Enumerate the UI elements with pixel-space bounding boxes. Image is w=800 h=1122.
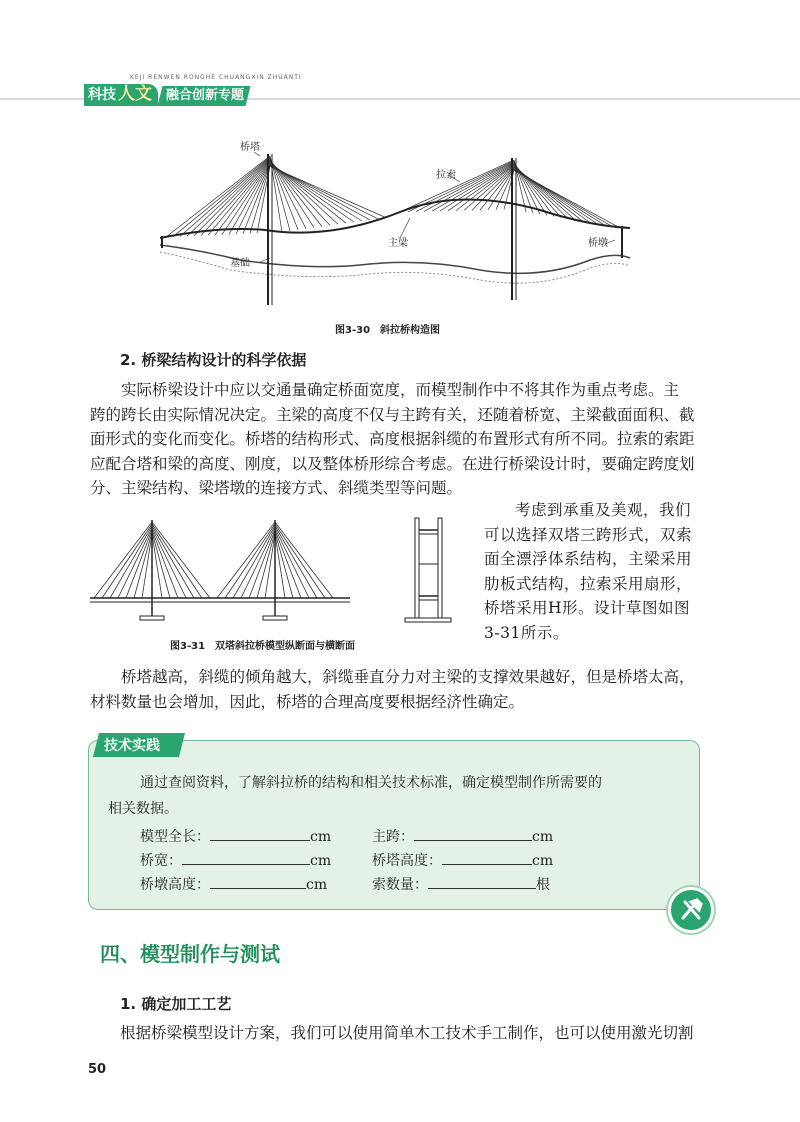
blank-line[interactable] — [414, 826, 532, 841]
para2-line: 材料数量也会增加，因此，桥塔的合理高度要根据经济性确定。 — [90, 692, 525, 711]
blank-line[interactable] — [442, 850, 532, 865]
header-title: 融合创新专题 — [166, 88, 245, 103]
para1-line: 跨的跨长由实际情况决定。主梁的高度不仅与主跨有关，还随着桥宽、主梁截面面积、截 — [90, 405, 695, 424]
cable-line — [110, 526, 152, 598]
fig1-label-tower: 桥塔 — [240, 142, 260, 153]
fig1-label-foundation: 基础 — [230, 258, 250, 269]
section2-para2 — [90, 665, 710, 714]
para1-line: 面形式的变化而变化。桥塔的结构形式、高度根据斜缆的布置形式有所不同。拉索的索距 — [90, 430, 695, 448]
side-line: 桥塔采用H形。设计草图如图 — [484, 599, 691, 617]
fig1-label-girder: 主梁 — [388, 238, 408, 249]
practice-intro-1: 通过查阅资料，了解斜拉桥的结构和相关技术标准，确定模型制作所需要的 — [140, 775, 602, 791]
header-label-renwen: 人文 — [118, 84, 152, 104]
fig1-label-pier: 桥墩 — [588, 238, 608, 249]
section4-heading: 四、模型制作与测试 — [100, 942, 280, 966]
blank-line[interactable] — [182, 850, 310, 865]
cable-line — [217, 522, 275, 598]
section4-subheading: 1. 确定加工工艺 — [120, 995, 232, 1013]
fig2-base-left — [140, 616, 164, 620]
fig2-caption: 图3-31 双塔斜拉桥模型纵断面与横断面 — [170, 641, 356, 652]
section2-para1 — [90, 378, 710, 501]
cable-line — [201, 160, 270, 236]
twin-tower-model-figure — [90, 512, 460, 632]
cable-line — [180, 158, 270, 237]
para2-line: 桥塔越高，斜缆的倾角越大，斜缆垂直分力对主梁的支撑效果越好，但是桥塔太高， — [121, 668, 695, 686]
fig1-caption: 图3-30 斜拉桥构造图 — [335, 325, 441, 336]
blank-line[interactable] — [210, 826, 310, 841]
cable-line — [94, 522, 152, 598]
section2-heading: 2. 桥梁结构设计的科学依据 — [120, 351, 307, 369]
section4-line: 根据桥梁模型设计方案，我们可以使用简单木工技术手工制作，也可以使用激光切割 — [120, 1024, 694, 1042]
fig2-base-right — [263, 616, 287, 620]
cable-line — [118, 528, 152, 598]
field-bridge-width: 桥宽： cm — [140, 850, 331, 870]
cable-line — [152, 522, 210, 598]
side-line: 肋板式结构，拉索采用扇形， — [484, 574, 693, 593]
side-line: 3-31所示。 — [484, 623, 569, 642]
field-cable-count: 索数量： 根 — [372, 874, 550, 894]
page-number: 50 — [88, 1062, 107, 1077]
side-line: 面全漂浮体系结构，主梁采用 — [484, 550, 693, 568]
field-model-length: 模型全长： cm — [140, 826, 331, 846]
cable-line — [275, 526, 317, 598]
practice-intro-2: 相关数据。 — [108, 801, 178, 817]
cable-line — [222, 162, 270, 234]
side-line: 考虑到承重及美观，我们 — [515, 501, 692, 519]
fig1-cables — [166, 156, 617, 237]
cable-line — [275, 522, 333, 598]
cable-line — [275, 528, 309, 598]
cable-line — [152, 526, 194, 598]
cable-line — [233, 526, 275, 598]
header-pinyin: KEJI RENWEN RONGHE CHUANGXIN ZHUANTI — [130, 74, 302, 81]
fig2-h-tower — [405, 518, 451, 622]
cable-line — [152, 528, 186, 598]
field-pier-height: 桥墩高度： cm — [140, 874, 327, 894]
blank-line[interactable] — [210, 874, 306, 889]
blank-line[interactable] — [428, 874, 536, 889]
tools-icon — [668, 887, 714, 933]
fig1-label-cable: 拉索 — [436, 170, 456, 181]
para1-line: 分、主梁结构、梁塔墩的连接方式、斜缆类型等问题。 — [90, 479, 463, 497]
practice-tab-label: 技术实践 — [104, 738, 160, 754]
para1-line: 实际桥梁设计中应以交通量确定桥面宽度，而模型制作中不将其作为重点考虑。主 — [121, 381, 680, 399]
fig2-cables — [94, 522, 333, 598]
cable-line — [173, 157, 270, 237]
side-line: 可以选择双塔三跨形式，双索 — [484, 525, 693, 544]
section2-side-text — [484, 498, 714, 645]
field-main-span: 主跨： cm — [372, 826, 553, 846]
field-tower-height: 桥塔高度： cm — [372, 850, 553, 870]
cable-line — [241, 528, 275, 598]
header-label-keji: 科技 — [88, 87, 116, 103]
cable-stayed-bridge-figure — [160, 140, 640, 315]
para1-line: 应配合塔和梁的高度、刚度，以及整体桥形综合考虑。在进行桥梁设计时，要确定跨度划 — [90, 454, 695, 473]
